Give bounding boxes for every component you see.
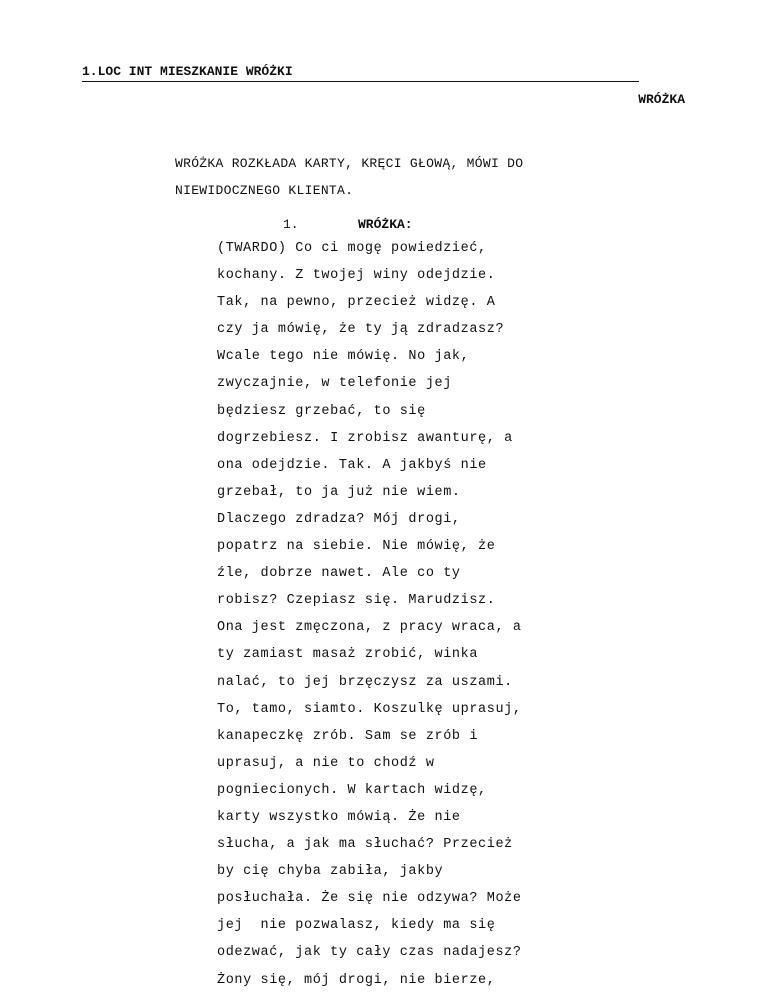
dialogue-block bbox=[217, 235, 577, 994]
action-line: WRÓŻKA ROZKŁADA KARTY, KRĘCI GŁOWĄ, MÓWI DO bbox=[175, 156, 524, 171]
dialogue-line: będziesz grzebać, to się bbox=[217, 403, 426, 419]
dialogue-line: karty wszystko mówią. Że nie bbox=[217, 809, 461, 825]
dialogue-line: nalać, to jej brzęczysz za uszami. bbox=[217, 674, 513, 690]
dialogue-line: grzebał, to ja już nie wiem. bbox=[217, 484, 461, 500]
dialogue-line: pogniecionych. W kartach widzę, bbox=[217, 782, 487, 798]
dialogue-line: ona odejdzie. Tak. A jakbyś nie bbox=[217, 457, 487, 473]
dialogue-line: by cię chyba zabiła, jakby bbox=[217, 864, 444, 880]
dialogue-line: zwyczajnie, w telefonie jej bbox=[217, 376, 452, 392]
dialogue-line: robisz? Czepiasz się. Marudzisz. bbox=[217, 593, 496, 609]
dialogue-line: uprasuj, a nie to chodź w bbox=[217, 755, 435, 771]
dialogue-line: popatrz na siebie. Nie mówię, że bbox=[217, 539, 496, 555]
dialogue-line: kochany. Z twojej winy odejdzie. bbox=[217, 268, 496, 284]
dialogue-line: Wcale tego nie mówię. No jak, bbox=[217, 349, 470, 365]
scene-character: WRÓŻKA bbox=[638, 92, 685, 107]
dialogue-line: czy ja mówię, że ty ją zdradzasz? bbox=[217, 322, 505, 338]
dialogue-line: Ona jest zmęczona, z pracy wraca, a bbox=[217, 620, 522, 636]
dialogue-line: posłuchała. Że się nie odzywa? Może bbox=[217, 891, 522, 907]
dialogue-cue bbox=[283, 216, 413, 234]
dialogue-line: Tak, na pewno, przecież widzę. A bbox=[217, 295, 496, 311]
dialogue-line: słucha, a jak ma słuchać? Przecież bbox=[217, 837, 513, 853]
dialogue-line: dogrzebiesz. I zrobisz awanturę, a bbox=[217, 430, 513, 446]
dialogue-line: kanapeczkę zrób. Sam se zrób i bbox=[217, 728, 479, 744]
dialogue-line: Dlaczego zdradza? Mój drogi, bbox=[217, 511, 461, 527]
dialogue-line: ty zamiast masaż zrobić, winka bbox=[217, 647, 479, 663]
dialogue-line: To, tamo, siamto. Koszulkę uprasuj, bbox=[217, 701, 522, 717]
dialogue-line: jej nie pozwalasz, kiedy ma się bbox=[217, 918, 496, 934]
dialogue-line: Żony się, mój drogi, nie bierze, bbox=[217, 972, 496, 988]
cue-number: 1. bbox=[283, 217, 299, 232]
scene-heading: 1.LOC INT MIESZKANIE WRÓŻKI bbox=[82, 64, 639, 82]
dialogue-line: źle, dobrze nawet. Ale co ty bbox=[217, 566, 461, 582]
cue-character-name: WRÓŻKA: bbox=[358, 217, 413, 232]
action-block bbox=[175, 150, 605, 204]
action-line: NIEWIDOCZNEGO KLIENTA. bbox=[175, 183, 354, 198]
dialogue-line: (TWARDO) Co ci mogę powiedzieć, bbox=[217, 241, 487, 256]
dialogue-line: odezwać, jak ty cały czas nadajesz? bbox=[217, 945, 522, 961]
